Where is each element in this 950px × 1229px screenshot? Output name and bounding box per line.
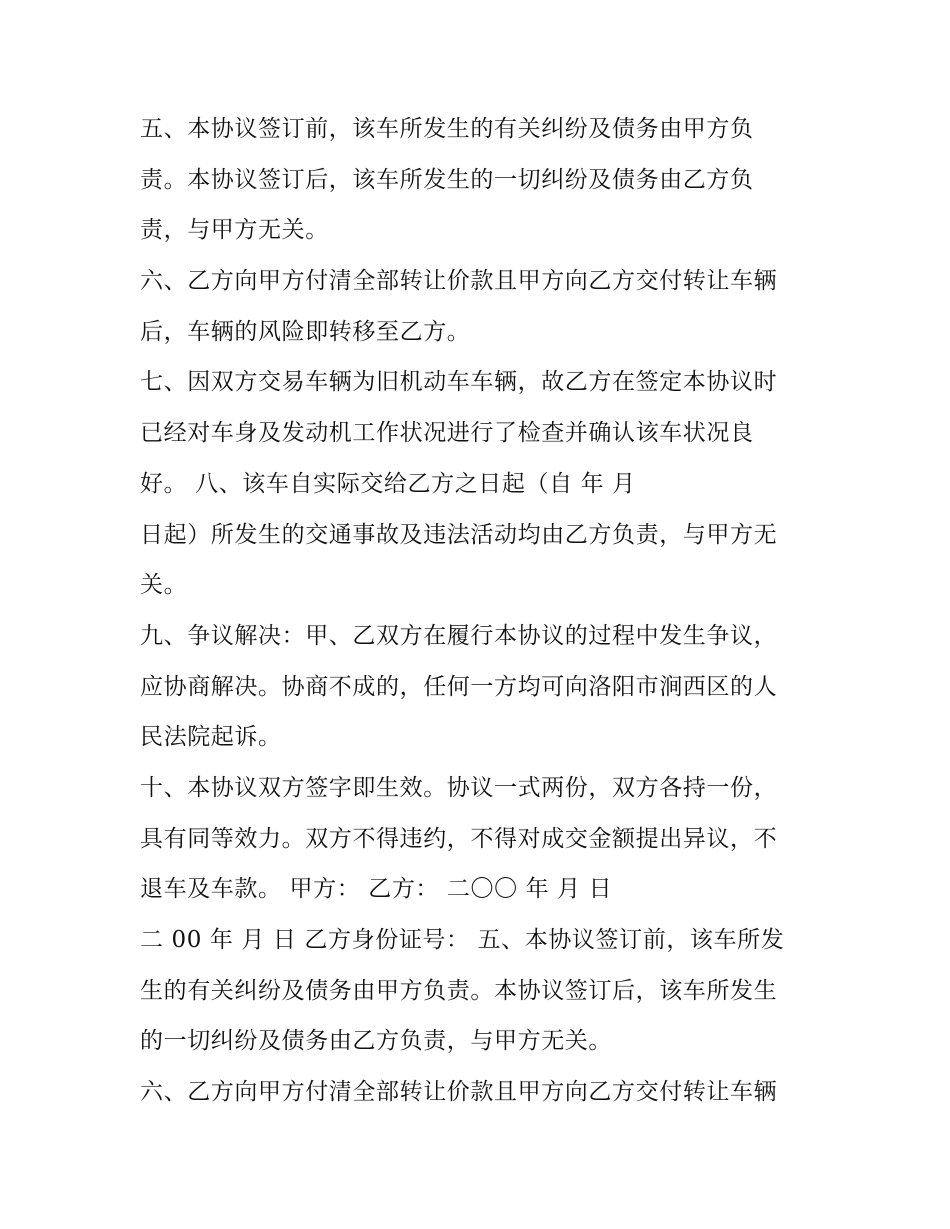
text-line-12: 应协商解决。协商不成的，任何一方均可向洛阳市涧西区的人 [140, 673, 778, 700]
text-line-5: 后，车辆的风险即转移至乙方。 [140, 318, 471, 345]
text-line-6: 七、因双方交易车辆为旧机动车车辆，故乙方在签定本协议时 [140, 369, 778, 396]
text-line-16: 退车及车款。 甲方： 乙方： 二〇〇 年 月 日 [140, 876, 613, 903]
text-line-4: 六、乙方向甲方付清全部转让价款且甲方向乙方交付转让车辆 [140, 268, 778, 295]
text-line-11: 九、争议解决：甲、乙双方在履行本协议的过程中发生争议， [140, 622, 778, 649]
text-line-10: 关。 [140, 572, 188, 599]
text-line-3: 责，与甲方无关。 [140, 217, 329, 244]
text-line-20: 六、乙方向甲方付清全部转让价款且甲方向乙方交付转让车辆 [140, 1079, 778, 1106]
text-line-17: 二 00 年 月 日 乙方身份证号： 五、本协议签订前，该车所发 [140, 927, 785, 953]
text-line-13: 民法院起诉。 [140, 724, 282, 751]
text-line-9: 日起）所发生的交通事故及违法活动均由乙方负责，与甲方无 [140, 521, 778, 548]
text-line-15: 具有同等效力。双方不得违约，不得对成交金额提出异议，不 [140, 825, 778, 852]
text-line-1: 五、本协议签订前，该车所发生的有关纠纷及债务由甲方负 [140, 116, 754, 142]
agreement-text [140, 104, 820, 1118]
text-line-19: 的一切纠纷及债务由乙方负责，与甲方无关。 [140, 1028, 612, 1055]
text-line-14: 十、本协议双方签字即生效。协议一式两份，双方各持一份， [140, 774, 778, 801]
text-line-18: 生的有关纠纷及债务由甲方负责。本协议签订后，该车所发生 [140, 977, 778, 1004]
text-line-8: 好。 八、该车自实际交给乙方之日起（自 年 月 [140, 470, 636, 497]
text-line-7: 已经对车身及发动机工作状况进行了检查并确认该车状况良 [140, 420, 754, 447]
text-line-2: 责。本协议签订后，该车所发生的一切纠纷及债务由乙方负 [140, 166, 754, 193]
